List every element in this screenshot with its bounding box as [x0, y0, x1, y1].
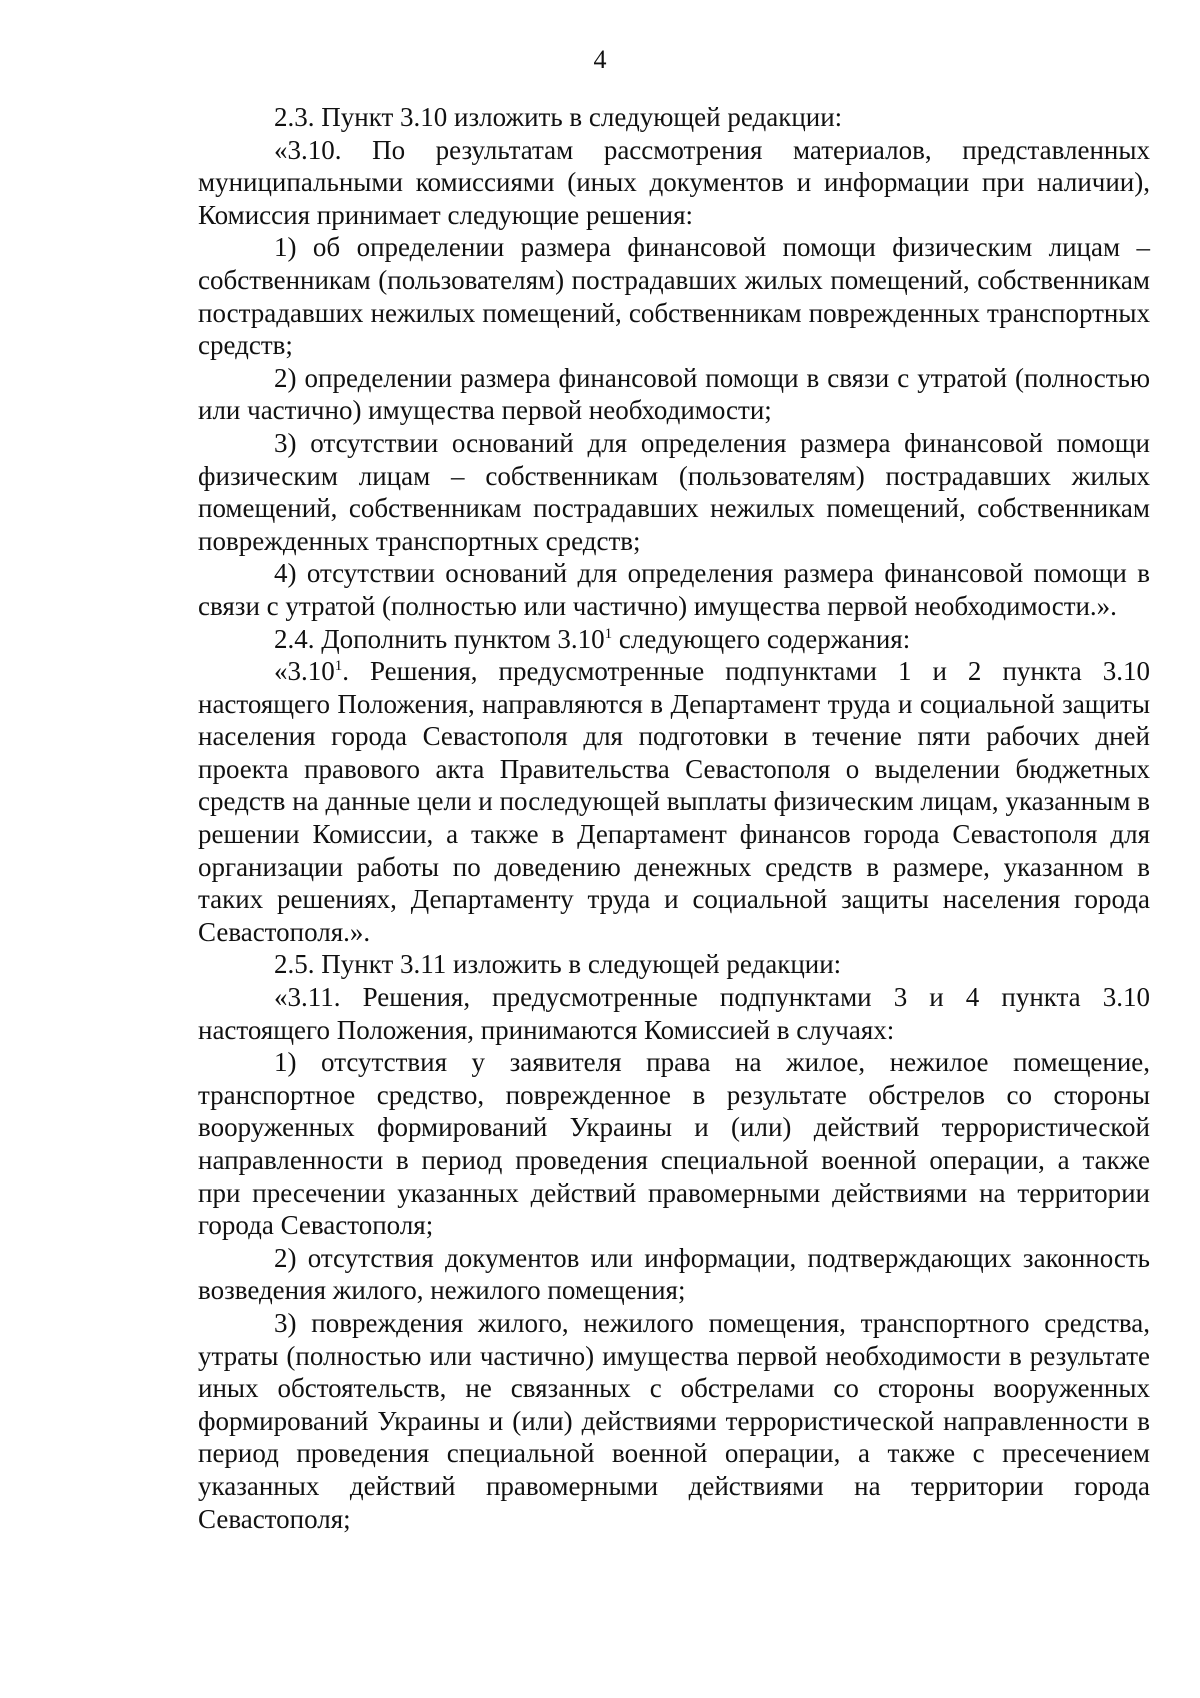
superscript-marker: 1	[334, 658, 343, 675]
paragraph-3-10-item-3: 3) отсутствии оснований для определения размера финансовой помощи физическим лицам – собственникам (пользователям) пострадавших жилых помещений, собственникам пострадавших нежилых помещений, собственникам поврежденных транспортных средств;	[198, 427, 1150, 556]
paragraph-3-10-item-4: 4) отсутствии оснований для определения размера финансовой помощи в связи с утратой (полностью или частично) имущества первой необходимости.».	[198, 558, 1150, 621]
paragraph-3-10-1-text-start: «3.10	[274, 656, 335, 687]
paragraph-3-10-item-1: 1) об определении размера финансовой помощи физическим лицам – собственникам (пользователям) пострадавших жилых помещений, собственникам пострадавших нежилых помещений, собственникам поврежденных транспортных средств;	[198, 232, 1150, 361]
paragraph-2-5-heading: 2.5. Пункт 3.11 изложить в следующей редакции:	[274, 949, 842, 980]
superscript-marker: 1	[604, 625, 613, 642]
paragraph-2-4-heading	[198, 623, 1150, 656]
paragraph-3-11-intro: «3.11. Решения, предусмотренные подпунктами 3 и 4 пункта 3.10 настоящего Положения, принимаются Комиссией в случаях:	[198, 982, 1150, 1045]
paragraph-3-11-item-3: 3) повреждения жилого, нежилого помещения, транспортного средства, утраты (полностью или частично) имущества первой необходимости в результате иных обстоятельств, не связанных с обстрелами со стороны вооруженных формирований Украины и (или) действиями террористической направленности в период проведения специальной военной операции, а также с пресечением указанных действий правомерными действиями на территории города Севастополя;	[198, 1307, 1150, 1534]
paragraph-3-10-intro: «3.10. По результатам рассмотрения материалов, представленных муниципальными комиссиями (иных документов и информации при наличии), Комиссия принимает следующие решения:	[198, 134, 1150, 230]
paragraph-3-11-item-2: 2) отсутствия документов или информации, подтверждающих законность возведения жилого, нежилого помещения;	[198, 1242, 1150, 1306]
paragraph-3-11-item-1: 1) отсутствия у заявителя права на жилое, нежилое помещение, транспортное средство, поврежденное в результате обстрелов со стороны вооруженных формирований Украины и (или) действий террористической направленности в период проведения специальной военной операции, а также при пресечении указанных действий правомерными действиями на территории города Севастополя;	[198, 1047, 1150, 1241]
paragraph-2-4-text-end: следующего содержания:	[612, 623, 911, 654]
paragraph-3-10-item-2: 2) определении размера финансовой помощи в связи с утратой (полностью или частично) имущества первой необходимости;	[198, 362, 1150, 426]
paragraph-2-3-heading: 2.3. Пункт 3.10 изложить в следующей редакции:	[274, 102, 843, 132]
paragraph-3-10-1-text-end: . Решения, предусмотренные подпунктами 1 и 2 пункта 3.10 настоящего Положения, направляются в Департамент труда и социальной защиты населения города Севастополя для подготовки в течение пяти рабочих дней проекта правового акта Правительства Севастополя о выделении бюджетных средств на данные цели и последующей выплаты физическим лицам, указанным в решении Комиссии, а также в Департамент финансов города Севастополя для организации работы по доведению денежных средств в размере, указанном в таких решениях, Департаменту труда и социальной защиты населения города Севастополя.».	[198, 656, 1150, 947]
paragraph-2-4-text-start: 2.4. Дополнить пунктом 3.10	[274, 623, 605, 654]
paragraph-3-10-1-body	[198, 655, 1150, 948]
document-body	[198, 101, 1150, 1535]
page-number: 4	[593, 45, 607, 74]
